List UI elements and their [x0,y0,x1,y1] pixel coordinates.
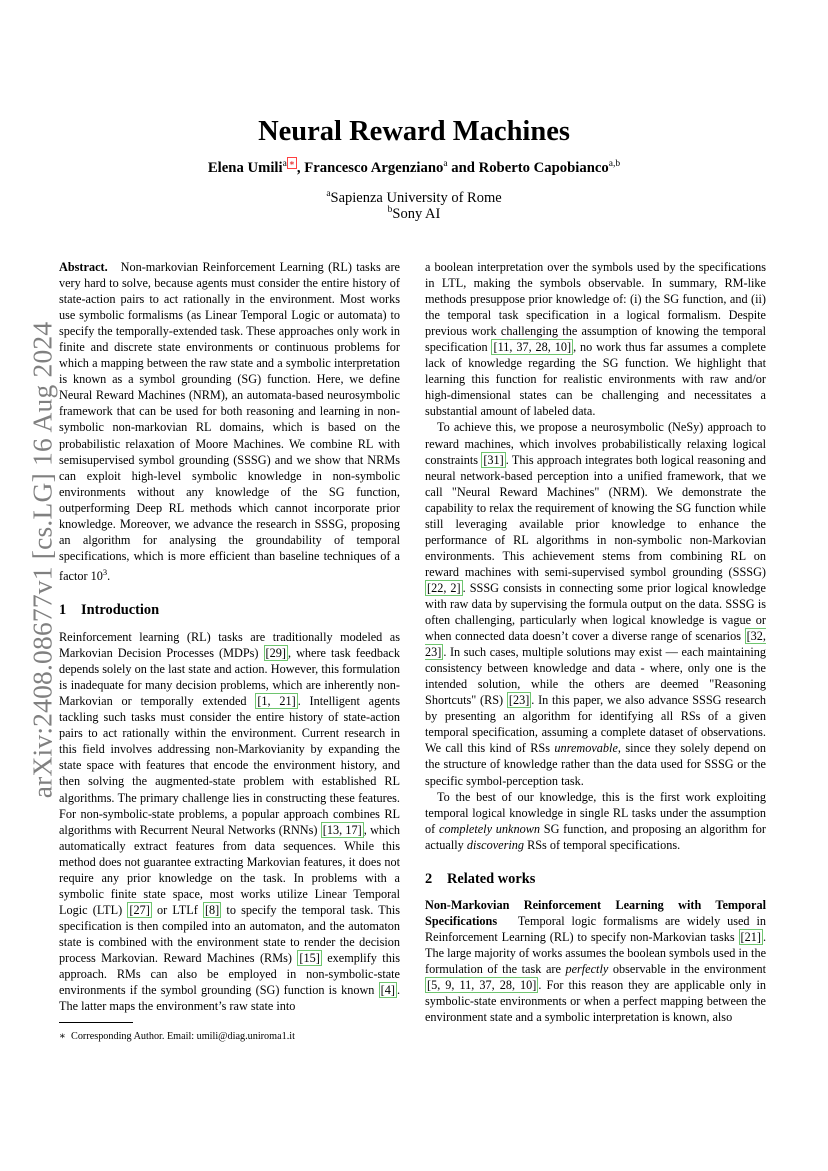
abstract-text: Non-markovian Reinforcement Learning (RL) tasks are very hard to solve, because agents must consider the entire history of state-action pairs to act rationally in the environment. Most works use symbolic formalisms (as Linear Temporal Logic or automata) to specify the temporally-extended task. These approaches only work in finite and discrete state environments or continuous problems for which a mapping between the raw state and a symbolic interpretation is known as a symbol grounding (SG) function. Here, we define Neural Reward Machines (NRM), an automata-based neurosymbolic framework that can be used for both reasoning and learning in non-symbolic non-markovian RL domains, which is based on the probabilistic relaxation of Moore Machines. We combine RL with semisupervised symbol grounding (SSSG) and we show that NRMs can exploit high-level symbolic knowledge in non-symbolic environments without any knowledge of the SG function, outperforming Deep RL methods which cannot incorporate prior knowledge. Moreover, we advance the research in SSSG, proposing an algorithm for analysing the groundability of temporal specifications, which is more efficient than baseline techniques of a factor 10 [59,260,400,583]
abstract-exponent: 3 [102,566,108,577]
citation-link[interactable]: [5, 9, 11, 37, 28, 10] [427,978,537,993]
text-run: . Intelligent agents tackling such tasks must consider the entire history of state-action pairs to act rationally within the environment. Current research in this field involves addressing non-Markovianity by expanding the state space with features that encode the environment history, and then solving the augmented-state problem with established RL algorithms. The primary challenge lies in constructing these features. For non-symbolic-state problems, a popular approach combines RL algorithms with Recurrent Neural Networks (RNNs) [59,694,400,837]
related-works-paragraph [425,897,766,1025]
left-column [59,259,400,1043]
emphasis: completely unknown [438,821,541,836]
author-1-name: Elena Umili [207,160,283,176]
text-run: RSs of temporal specifications. [524,837,681,852]
text-run: . In such cases, multiple solutions may exist — each maintaining consistency between knowledge and data - where, only one is the intended solution, while the others are deemed "Reasoning Shortcuts" (RS) [425,645,766,708]
footnote-text: Corresponding Author. Email: umili@diag.uniroma1.it [71,1031,295,1043]
paper-title: Neural Reward Machines [258,116,570,147]
text-run: , where task feedback depends solely on the last state and action. However, this formulation is inadequate for many decision problems, which are inherently non-Markovian or temporally extended [59,646,400,709]
section-title: Related works [447,870,536,887]
citation-link[interactable]: [11, 37, 28, 10] [493,340,572,355]
citation-link[interactable]: [21] [740,929,761,944]
citation-link[interactable]: [4] [380,983,395,998]
author-3-name: Roberto Capobianco [478,160,609,176]
footnote [59,1030,400,1043]
emphasis: perfectly [565,961,609,976]
author-2-name: Francesco Argenziano [304,160,444,176]
citation-link[interactable]: [23] [508,693,530,708]
text-run: . For this reason they are applicable only in symbolic-state environments or when a perfect mapping between the environment state and a symbolic interpretation is known, also [425,978,766,1025]
citation-link[interactable]: [15] [299,951,320,965]
section-title: Introduction [81,602,160,619]
affiliation-b [0,206,828,223]
text-run: SG function, and proposing an algorithm for actually [425,821,766,852]
section-number: 2 [425,870,433,887]
intro-paragraph [59,629,400,1014]
arxiv-identifier[interactable]: arXiv:2408.08677v1 [cs.LG] 16 Aug 2024 [26,321,58,799]
affiliation-a-mark: a [326,189,331,200]
citation-link[interactable]: [1, 21] [257,694,296,709]
citation-link[interactable]: [31] [483,452,504,467]
paragraph-heading: Non-Markovian Reinforcement Learning with Temporal Specifications [425,897,766,928]
arxiv-sidebar [22,270,62,850]
abstract-end: . [107,568,111,583]
text-run: Temporal logic formalisms are widely used in Reinforcement Learning (RL) to specify non-Markovian tasks [425,913,766,944]
author-separator: , [296,160,305,176]
author-1-affil-mark: a [282,159,287,170]
text-run: To achieve this, we propose a neurosymbolic (NeSy) approach to reward machines, which involves probabilistically relaxing logical constraints [425,420,766,467]
section-heading-introduction [59,602,400,618]
abstract-label: Abstract. [59,260,108,274]
text-run: To the best of our knowledge, this is the first work exploiting temporal logical knowledge in single RL tasks under the assumption of [425,789,766,836]
author-line [0,160,828,177]
section-heading-related-works [425,871,766,887]
author-and: and [447,160,479,176]
text-run: to specify the temporal task. This specification is then compiled into an automaton, and the automaton state is combined with the environment state to render the decision process Markovian. Reward Machines (RMs) [59,902,401,965]
text-run: . SSSG consists in connecting some prior logical knowledge with raw data by supervising the formula output on the data. SSSG is often challenging, particularly when logical knowledge is vague or when connected data doesn’t cover a diverse range of scenarios [425,580,766,644]
citation-link[interactable]: [29] [265,646,286,661]
text-run: , no work thus far assumes a complete lack of knowledge regarding the SG function. We highlight that learning this function for realistic environments with raw and/or high-dimensional states can be challenging and necessitates a substantial amount of labeled data. [425,340,766,419]
affiliation-b-text: Sony AI [392,206,441,222]
affiliation-b-mark: b [387,205,393,216]
abstract [59,259,400,584]
text-run: a boolean interpretation over the symbols used by the specifications in LTL, making the symbols observable. In summary, RM-like methods presuppose prior knowledge of: (i) the SG function, and (ii) the temporal task specification in a logical formalism. Despite previous work challenging the assumption of knowing the temporal specification [425,260,766,355]
text-run: . In this paper, we also advance SSSG research by presenting an algorithm for identifying all RSs of a given temporal specification, assuming a complete dataset of observations. We call this kind of RSs [425,693,766,756]
author-3-affil-mark: a,b [608,159,621,170]
intro-paragraph-contribution [425,789,766,853]
corresponding-author-link[interactable]: ∗ [288,158,295,169]
citation-link[interactable]: [8] [204,902,220,917]
right-column [425,259,766,1025]
section-number: 1 [59,602,67,619]
text-run: , which automatically extract features from data sequences. While this method does not guarantee extracting Markovian features, it does not require any prior knowledge on the task. In problems with a symbolic finite state space, most works utilize Linear Temporal Logic (LTL) [59,822,401,917]
text-run: observable in the environment [608,961,766,976]
citation-link[interactable]: [22, 2] [427,580,461,595]
intro-paragraph-nesy [425,419,766,788]
emphasis: unremovable [554,741,618,756]
citation-link[interactable]: [27] [129,902,150,917]
text-run: . The large majority of works assumes the boolean symbols used in the formulation of the task are [425,929,767,976]
text-run: exemplify this approach. RMs can also be employed in non-symbolic-state environments if the symbol grounding (SG) function is known [59,951,400,998]
text-run: or LTLf [151,902,203,917]
author-2-affil-mark: a [443,159,448,170]
emphasis: discovering [466,837,524,852]
intro-paragraph-continued [425,259,766,419]
footnote-rule [59,1022,133,1023]
text-run: , since they solely depend on the structure of knowledge rather than the data used for SSSG or the specific symbol-perception task. [425,741,766,788]
text-run: Reinforcement learning (RL) tasks are traditionally modeled as Markovian Decision Processes (MDPs) [59,630,400,661]
text-run: . The latter maps the environment’s raw state into [59,983,400,1014]
affiliation-a-text: Sapienza University of Rome [330,190,502,206]
footnote-mark: ∗ [59,1031,66,1043]
text-run: . This approach integrates both logical reasoning and neural network-based perception into a unified framework, that we call "Neural Reward Machines" (NRM). We demonstrate the capability to relax the requirement of knowing the SG function while still leveraging available prior knowledge to enhance the performance of RL algorithms in non-symbolic non-Markovian environments. This achievement stems from combining RL on reward machines with semi-supervised symbol grounding (SSSG) [425,452,766,579]
citation-link[interactable]: [32, 23] [425,629,766,660]
citation-link[interactable]: [13, 17] [322,822,362,837]
affiliation-a [0,190,828,207]
